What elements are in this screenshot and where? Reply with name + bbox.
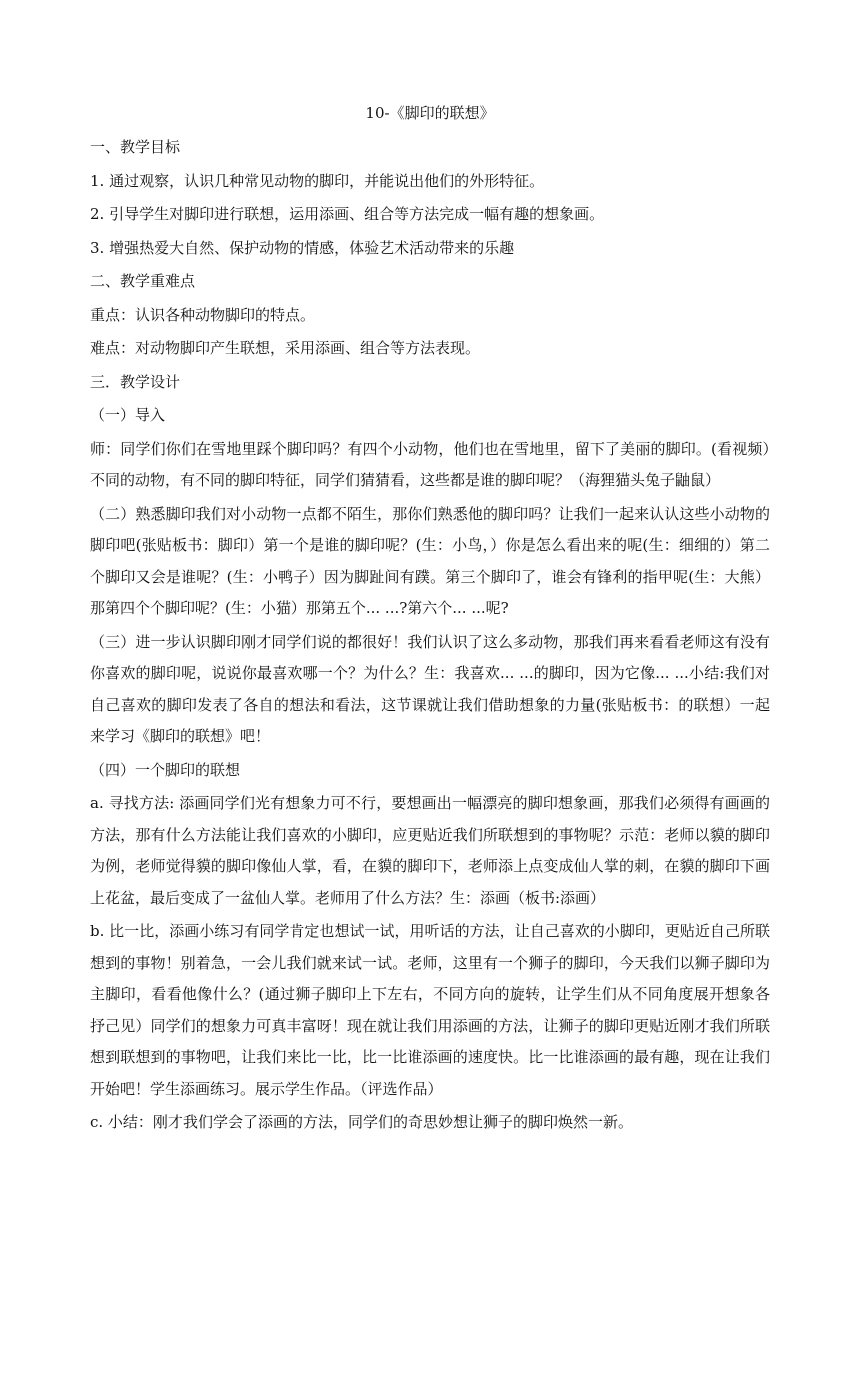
subsection-association-heading: （四）一个脚印的联想 xyxy=(90,760,241,779)
further-understanding-paragraph: （三）进一步认识脚印刚才同学们说的都很好！我们认识了这么多动物，那我们再来看看老师这有没有你喜欢的脚印呢，说说你最喜欢哪一个？为什么？生：我喜欢... ...的脚印，因为它像... ...小结:我们对自己喜欢的脚印发表了各自的想法和看法，这节课就让我们借助想象的力量(张贴板书：的联想）一起来学习《脚印的联想》吧！ xyxy=(90,632,770,745)
document-title: 10-《脚印的联想》 xyxy=(365,104,495,122)
objective-item-3: 3. 增强热爱大自然、保护动物的情感，体验艺术活动带来的乐趣 xyxy=(90,238,515,257)
section-heading-key-points: 二、教学重难点 xyxy=(90,272,196,290)
difficult-point: 难点：对动物脚印产生联想，采用添画、组合等方法表现。 xyxy=(90,339,481,357)
intro-paragraph: 师：同学们你们在雪地里踩个脚印吗？有四个小动物，他们也在雪地里，留下了美丽的脚印。(看视频）不同的动物，有不同的脚印特征，同学们猜猜看，这些都是谁的脚印呢？（海狸猫头兔子鼬鼠） xyxy=(90,439,770,489)
section-heading-design: 三．教学设计 xyxy=(90,372,181,391)
document-page xyxy=(90,98,770,1141)
familiar-footprints-paragraph: （二）熟悉脚印我们对小动物一点都不陌生，那你们熟悉他的脚印吗？让我们一起来认认这些小动物的脚印吧(张贴板书：脚印）第一个是谁的脚印呢？(生：小鸟，）你是怎么看出来的呢(生：细细的）第二个脚印又会是谁呢？(生：小鸭子）因为脚趾间有蹼。第三个脚印了，谁会有锋利的指甲呢(生：大熊）那第四个个脚印呢？(生：小猫）那第五个... ...?第六个... ...呢? xyxy=(90,504,770,617)
subsection-intro-heading: （一）导入 xyxy=(90,406,166,424)
objective-item-1: 1. 通过观察，认识几种常见动物的脚印，并能说出他们的外形特征。 xyxy=(90,171,545,190)
practice-paragraph-b: b. 比一比，添画小练习有同学肯定也想试一试，用听话的方法，让自己喜欢的小脚印，更贴近自己所联想到的事物！别着急，一会儿我们就来试一试。老师，这里有一个狮子的脚印，今天我们以狮子脚印为主脚印，看看他像什么？(通过狮子脚印上下左右，不同方向的旋转，让学生们从不同角度展开想象各抒己见）同学们的想象力可真丰富呀！现在就让我们用添画的方法，让狮子的脚印更贴近刚才我们所联想到联想到的事物吧，让我们来比一比，比一比谁添画的速度快。比一比谁添画的最有趣，现在让我们开始吧！学生添画练习。展示学生作品。（评选作品） xyxy=(90,922,770,1098)
section-heading-objectives: 一、教学目标 xyxy=(90,138,181,156)
method-paragraph-a: a. 寻找方法: 添画同学们光有想象力可不行，要想画出一幅漂亮的脚印想象画，那我们必须得有画画的方法，那有什么方法能让我们喜欢的小脚印，应更贴近我们所联想到的事物呢？示范：老师以貘的脚印为例，老师觉得貘的脚印像仙人掌，看，在貘的脚印下，老师添上点变成仙人掌的刺，在貘的脚印下画上花盆，最后变成了一盆仙人掌。老师用了什么方法？生：添画（板书:添画） xyxy=(90,794,770,907)
summary-paragraph-c: c. 小结：刚才我们学会了添画的方法，同学们的奇思妙想让狮子的脚印焕然一新。 xyxy=(90,1113,633,1131)
key-point: 重点：认识各种动物脚印的特点。 xyxy=(90,305,316,324)
objective-item-2: 2. 引导学生对脚印进行联想，运用添画、组合等方法完成一幅有趣的想象画。 xyxy=(90,205,605,223)
